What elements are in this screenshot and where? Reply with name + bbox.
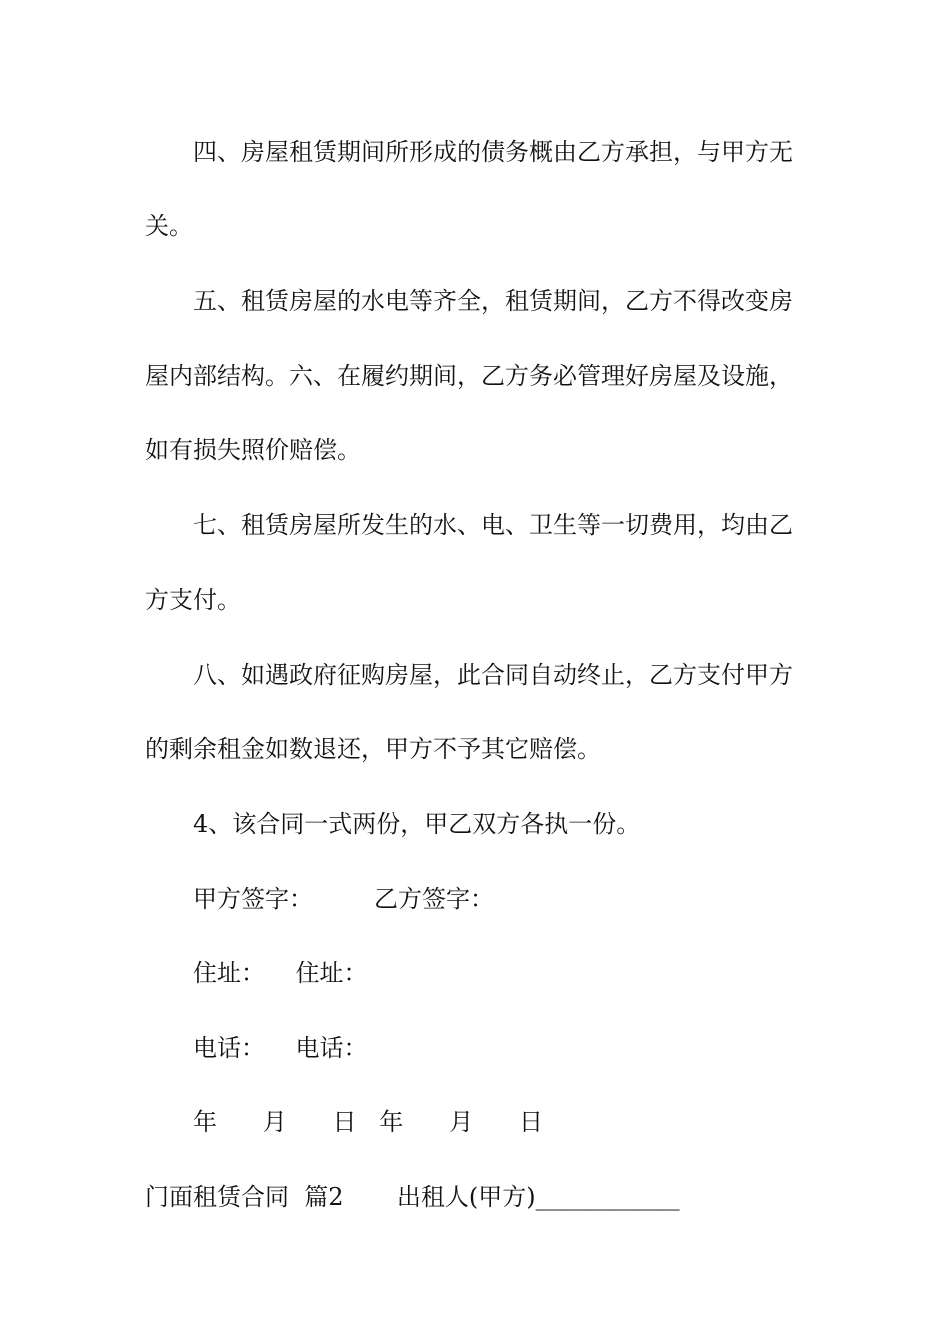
clause-4-line-1: 四、房屋租赁期间所形成的债务概由乙方承担，与甲方无 xyxy=(193,138,793,166)
signature-line: 甲方签字： 乙方签字： xyxy=(193,885,495,913)
address-line: 住址： 住址： xyxy=(193,959,368,987)
copies-clause: 4、该合同一式两份，甲乙双方各执一份。 xyxy=(193,810,641,838)
contract-2-heading: 门面租赁合同 篇2 出租人(甲方)____________ xyxy=(145,1183,680,1211)
phone-line: 电话： 电话： xyxy=(193,1034,368,1062)
clause-7-line-2: 方支付。 xyxy=(145,586,241,614)
clause-5-line-1: 五、租赁房屋的水电等齐全，租赁期间，乙方不得改变房 xyxy=(193,287,793,315)
date-line: 年 月 日 年 月 日 xyxy=(193,1108,543,1136)
clause-5-6-line-2: 屋内部结构。六、在履约期间，乙方务必管理好房屋及设施， xyxy=(145,362,793,390)
clause-4-line-2: 关。 xyxy=(145,212,193,240)
clause-8-line-2: 的剩余租金如数退还，甲方不予其它赔偿。 xyxy=(145,735,601,763)
clause-8-line-1: 八、如遇政府征购房屋，此合同自动终止，乙方支付甲方 xyxy=(193,661,793,689)
clause-7-line-1: 七、租赁房屋所发生的水、电、卫生等一切费用，均由乙 xyxy=(193,511,793,539)
clause-6-line-3: 如有损失照价赔偿。 xyxy=(145,436,361,464)
